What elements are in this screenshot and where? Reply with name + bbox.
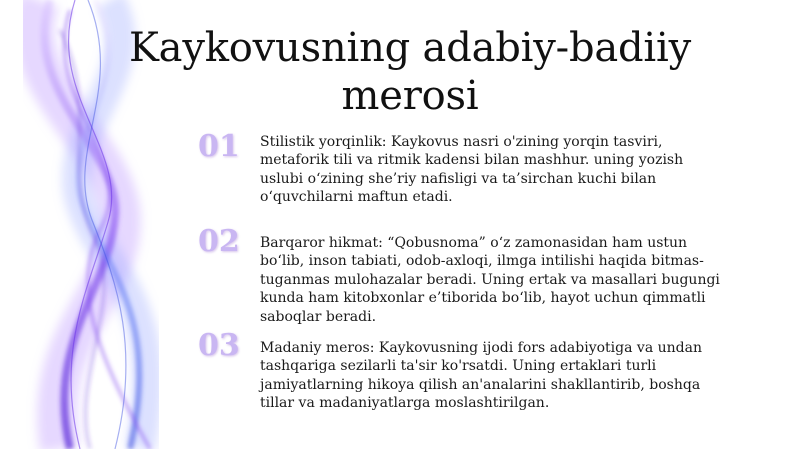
item-number-03: 03 xyxy=(198,328,240,363)
item-number-01: 01 xyxy=(198,129,240,164)
item-text-02: Barqaror hikmat: “Qobusnoma” o‘z zamonasidan ham ustun bo‘lib, inson tabiati, odob-axloqi, ilmga intilishi haqida bitmas-tuganmas mulohazalar beradi. Uning ertak va masallari bugungi kunda ham kitobxonlar e’tiborida bo‘lib, hayot uchun qimmatli saboqlar beradi. xyxy=(260,235,720,325)
item-text-03: Madaniy meros: Kaykovusning ijodi fors adabiyotiga va undan tashqariga sezilarli ta'sir ko'rsatdi. Uning ertaklari turli jamiyatlarning hikoya qilish an'analarini shakllantirib, boshqa tillar va madaniyatlarga moslashtirilgan. xyxy=(260,340,702,412)
item-number-02: 02 xyxy=(198,224,240,259)
slide-title: Kaykovusning adabiy-badiiy merosi xyxy=(128,25,692,119)
item-text-01: Stilistik yorqinlik: Kaykovus nasri o'zining yorqin tasviri, metaforik tili va ritmik kadensi bilan mashhur. uning yozish uslubi o‘zining she’riy nafisligi va ta’sirchan kuchi bilan o‘quvchilarni maftun etadi. xyxy=(260,134,684,206)
